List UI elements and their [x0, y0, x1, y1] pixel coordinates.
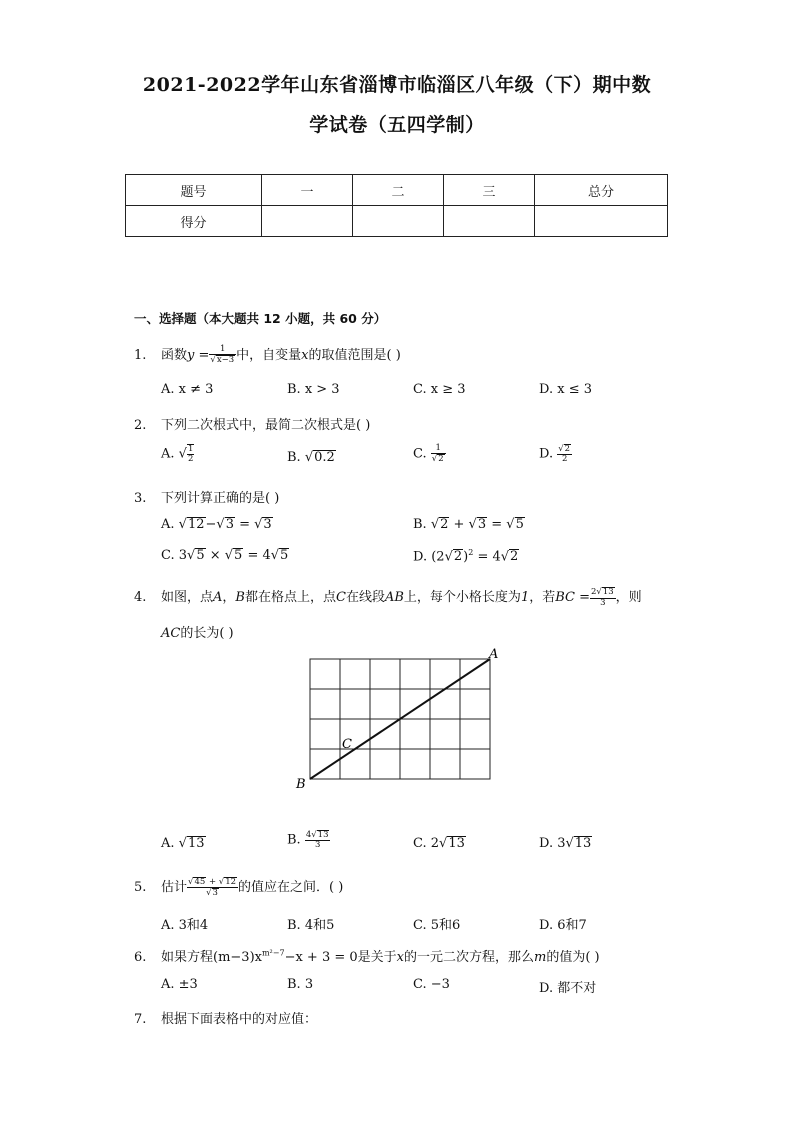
radicand: 13	[448, 836, 465, 851]
q-text: 根据下面表格中的对应值：	[161, 1012, 318, 1027]
radicand: 45	[194, 876, 206, 887]
option-label: C.	[413, 836, 427, 851]
q-text: 下列计算正确的是( )	[161, 491, 280, 506]
option-label: D.	[539, 836, 554, 851]
denominator: 3	[600, 597, 606, 608]
question-number: 3.	[134, 491, 147, 506]
q-text: 在线段	[345, 590, 385, 605]
radicand: x−3	[216, 355, 235, 366]
numerator: 1	[431, 444, 446, 454]
question-2	[134, 414, 370, 433]
radicand: 5	[196, 548, 205, 563]
fraction	[557, 444, 572, 464]
option-d[interactable]: D. 都不对	[539, 981, 597, 996]
option-b[interactable]: B. √2 + √3 = √5	[413, 517, 524, 532]
score-cell	[535, 206, 668, 237]
question-4	[134, 586, 642, 608]
option-d[interactable]: D. 6和7	[539, 918, 587, 933]
q-text: 如果方程(m−3)x	[161, 950, 262, 965]
option-label: C.	[161, 548, 175, 563]
radicand: 3	[225, 517, 234, 532]
q-text: 上，每个小格长度为	[403, 590, 521, 605]
score-header-cell: 一	[262, 175, 353, 206]
q-var: 1	[520, 590, 530, 605]
question-number: 1.	[134, 348, 147, 363]
radicand: 3	[477, 517, 487, 532]
q-text: 下列二次根式中，最简二次根式是( )	[161, 418, 371, 433]
option-label: D.	[413, 549, 428, 565]
section-heading: 一、选择题（本大题共 12 小题，共 60 分）	[134, 311, 387, 326]
q-text: 的一元二次方程，那么	[404, 950, 535, 965]
fraction	[187, 444, 194, 464]
score-header-cell: 题号	[126, 175, 262, 206]
radicand: 5	[515, 517, 524, 532]
q-text: 的值应在之间．( )	[238, 880, 344, 895]
point-c-label: C	[342, 737, 352, 752]
exponent: m²−7	[261, 948, 285, 958]
q-text: 的值为( )	[546, 950, 600, 965]
radicand: 3	[263, 517, 272, 532]
radicand: 13	[317, 830, 329, 840]
option-d[interactable]: D. $(2√2)^2 = 4√2$	[413, 548, 519, 565]
option-c[interactable]: C. 2√13	[413, 836, 465, 851]
radicand: 5	[234, 548, 243, 563]
q-text: 如图，点	[161, 590, 214, 605]
question-1	[134, 344, 401, 366]
question-number: 2.	[134, 418, 147, 433]
question-4-line2	[161, 622, 234, 641]
denominator: √2	[431, 453, 444, 464]
q-var: A	[213, 590, 223, 605]
score-header-cell: 总分	[535, 175, 668, 206]
option-label: A.	[161, 446, 175, 462]
q-text: 都在格点上，点	[244, 590, 336, 605]
option-b[interactable]: B. √0.2	[287, 450, 335, 465]
score-table	[125, 174, 668, 237]
q-var: x	[301, 348, 309, 363]
numerator: 1	[209, 345, 236, 355]
q-var: m	[534, 950, 547, 965]
q-math: y =	[187, 348, 210, 363]
fraction	[187, 877, 238, 899]
score-table-row	[126, 206, 668, 237]
q-text: 中，自变量	[236, 348, 302, 363]
option-a[interactable]: A. 3和4	[161, 918, 209, 933]
question-number: 5.	[134, 880, 147, 895]
q-var: x	[396, 950, 404, 965]
fraction	[431, 444, 446, 464]
option-label: A.	[161, 517, 175, 532]
q-text: 的取值范围是( )	[308, 348, 401, 363]
score-cell	[444, 206, 535, 237]
numerator: 2√13	[591, 587, 614, 598]
q-var: C	[336, 590, 346, 605]
option-c[interactable]: C. −3	[413, 977, 450, 992]
score-cell: 得分	[126, 206, 262, 237]
numerator: √2	[558, 444, 571, 454]
numerator: 4√13	[305, 830, 329, 840]
radicand: 13	[574, 836, 592, 851]
radicand: 12	[187, 517, 205, 532]
exam-title-line1: 2021-2022学年山东省淄博市临淄区八年级（下）期中数	[142, 74, 652, 96]
q-var: BC =	[555, 590, 591, 605]
q-var: AC	[161, 626, 181, 641]
option-c[interactable]	[413, 444, 446, 464]
radicand: 13	[602, 587, 614, 598]
q-text: 函数	[161, 348, 188, 363]
numerator: √45 + √12	[188, 876, 237, 887]
question-number: 4.	[134, 590, 147, 605]
option-label: B.	[287, 832, 301, 848]
radicand: 5	[280, 548, 289, 563]
score-cell	[262, 206, 353, 237]
option-label: B.	[287, 450, 301, 465]
numerator: 1	[187, 444, 194, 454]
radicand: 12	[225, 876, 237, 887]
score-header-cell: 三	[444, 175, 535, 206]
radicand: 2	[438, 453, 444, 464]
option-d[interactable]: D. 3√13	[539, 836, 592, 851]
fraction	[590, 587, 616, 607]
grid-figure	[290, 645, 505, 795]
option-c[interactable]: C. 3√5 × √5 = 4√5	[161, 548, 289, 563]
option-a[interactable]: A. √ $\frac{1}{2}$	[161, 444, 194, 464]
radicand: 2	[440, 517, 449, 532]
q-text: −x + 3 = 0是关于	[284, 950, 397, 965]
exam-title-line2: 学试卷（五四学制）	[309, 114, 485, 136]
option-b[interactable]: B. x > 3	[287, 382, 340, 397]
question-number: 7.	[134, 1012, 147, 1027]
point-a-label: A	[489, 647, 499, 662]
question-3	[134, 487, 279, 506]
question-7	[134, 1008, 317, 1027]
radicand: 13	[187, 836, 205, 851]
question-6	[134, 946, 600, 965]
option-a[interactable]: A. √12−√3 = √3	[161, 517, 272, 532]
question-5	[134, 876, 343, 898]
q-text: ，若	[529, 590, 556, 605]
q-text: 估计	[161, 880, 188, 895]
q-text: ，	[222, 590, 236, 605]
option-c[interactable]: C. x ≥ 3	[413, 382, 466, 397]
option-label: B.	[413, 517, 427, 532]
option-b[interactable]	[287, 830, 330, 850]
radicand: 2	[564, 444, 571, 454]
radicand: 2	[453, 549, 463, 565]
option-label: D.	[539, 446, 554, 462]
q-var: B	[235, 590, 245, 605]
option-b[interactable]: B. 4和5	[287, 918, 335, 933]
denominator: 2	[187, 453, 194, 464]
score-cell	[353, 206, 444, 237]
option-label: A.	[161, 836, 175, 851]
option-d[interactable]: D. x ≤ 3	[539, 382, 592, 397]
question-number: 6.	[134, 950, 147, 965]
score-header-cell: 二	[353, 175, 444, 206]
radicand: 0.2	[314, 450, 335, 465]
option-a[interactable]: A. x ≠ 3	[161, 382, 214, 397]
radicand: 3	[212, 888, 218, 898]
q-text: ，则	[615, 590, 642, 605]
option-label: C.	[413, 446, 427, 462]
q-text: 的长为( )	[180, 626, 234, 641]
fraction	[305, 830, 331, 850]
denominator: 2	[561, 454, 568, 465]
radicand: 2	[510, 549, 519, 565]
fraction	[209, 345, 236, 365]
option-b[interactable]: B. 3	[287, 977, 314, 992]
denominator: √x−3	[210, 355, 235, 366]
denominator: 3	[314, 840, 321, 851]
option-a[interactable]: A. √13	[161, 836, 205, 851]
option-d[interactable]	[539, 444, 572, 464]
score-table-header-row	[126, 175, 668, 206]
q-var: AB	[384, 590, 404, 605]
option-a[interactable]: A. ±3	[161, 977, 198, 992]
point-b-label: B	[296, 777, 306, 792]
denominator: √3	[206, 888, 218, 898]
option-c[interactable]: C. 5和6	[413, 918, 461, 933]
